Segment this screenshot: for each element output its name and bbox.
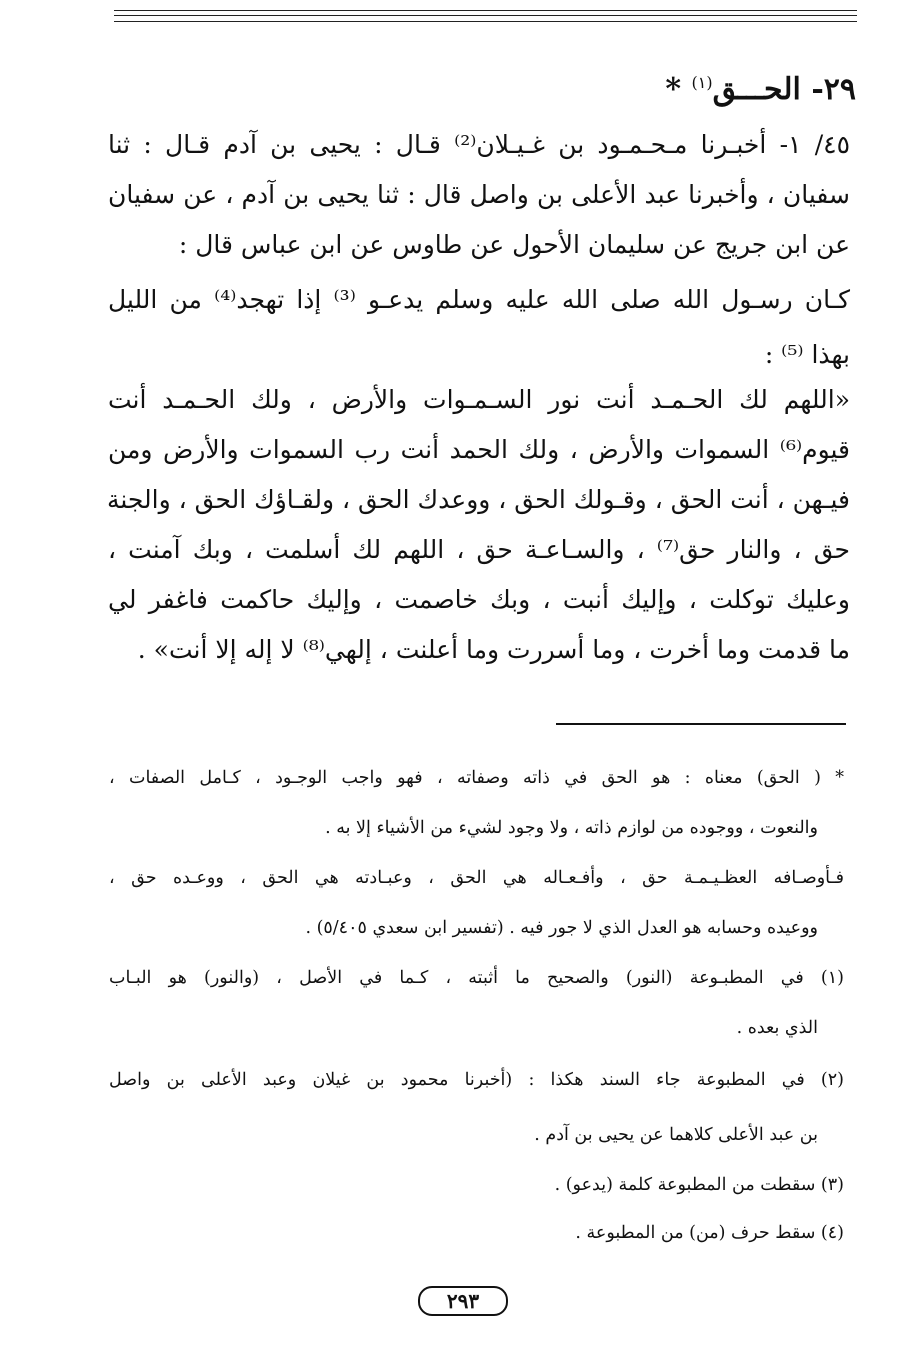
text-line: ما قدمت وما أخرت ، وما أسررت وما أعلنت ، إلهي⁽⁸⁾ لا إله إلا أنت» .: [137, 635, 850, 664]
text-line: قيوم⁽⁶⁾ السموات والأرض ، ولك الحمد أنت رب السموات والأرض ومن: [108, 435, 850, 464]
text-line: بهذا ⁽⁵⁾ :: [764, 340, 850, 369]
text-line: حق ، والنار حق⁽⁷⁾ ، والسـاعـة حق ، اللهم لك أسلمت ، وبك آمنت ،: [108, 535, 851, 564]
heading-ref: (١): [691, 73, 713, 92]
footnote-separator: [556, 723, 846, 725]
header-rule: [114, 15, 857, 16]
heading-title: الحـــق: [712, 72, 801, 107]
footnote-line: * ( الحق) معناه : هو الحق في ذاته وصفاته ، فهو واجب الوجـود ، كـامل الصفات ،: [109, 768, 844, 788]
text-line: سفيان ، وأخبرنا عبد الأعلى بن واصل قال : ثنا يحيى بن آدم ، عن سفيان: [108, 180, 850, 209]
footnote-line: بن عبد الأعلى كلاهما عن يحيى بن آدم .: [534, 1125, 818, 1145]
heading-star: *: [665, 72, 682, 107]
text-line: وعليك توكلت ، وإليك أنبت ، وبك خاصمت ، وإليك حاكمت فاغفر لي: [108, 585, 850, 614]
footnote-line: (١) في المطبـوعة (النور) والصحيح ما أثبته ، كـما في الأصل ، (والنور) هو البـاب: [109, 968, 844, 988]
footnote-line: (٤) سقط حرف (من) من المطبوعة .: [575, 1223, 844, 1243]
page-number: ٢٩٣: [418, 1286, 508, 1316]
text-line: فيـهن ، أنت الحق ، وقـولك الحق ، ووعدك الحق ، ولقـاؤك الحق ، والجنة: [106, 485, 850, 514]
footnote-line: (٣) سقطت من المطبوعة كلمة (يدعو) .: [554, 1175, 844, 1195]
text-line: عن ابن جريج عن سليمان الأحول عن طاوس عن ابن عباس قال :: [178, 230, 850, 259]
footnote-line: (٢) في المطبوعة جاء السند هكذا : (أخبرنا محمود بن غيلان وعبد الأعلى بن واصل: [109, 1070, 844, 1090]
header-rule: [114, 10, 857, 11]
text-line: كـان رسـول الله صلى الله عليه وسلم يدعـو ⁽³⁾ إذا تهجد⁽⁴⁾ من الليل: [108, 285, 850, 314]
header-rule: [114, 21, 857, 22]
heading-number: ٢٩-: [811, 72, 856, 107]
footnote-line: والنعوت ، ووجوده من لوازم ذاته ، ولا وجود لشيء من الأشياء إلا به .: [325, 818, 818, 838]
text-line: ٤٥/ ١- أخبـرنا مـحـمـود بن غـيـلان⁽²⁾ قـال : يحيى بن آدم قـال : ثنا: [108, 130, 850, 159]
footnote-line: ووعيده وحسابه هو العدل الذي لا جور فيه . (تفسير ابن سعدي ٥/٤٠٥) .: [305, 918, 818, 938]
text-line: «اللهم لك الحـمـد أنت نور السـمـوات والأرض ، ولك الحـمـد أنت: [108, 385, 850, 414]
footnote-line: الذي بعده .: [736, 1018, 818, 1038]
section-heading: [665, 72, 856, 107]
footnote-line: فـأوصـافه العظـيـمـة حق ، وأفـعـاله هي الحق ، وعبـادته هي الحق ، ووعـده حق ،: [109, 868, 844, 888]
